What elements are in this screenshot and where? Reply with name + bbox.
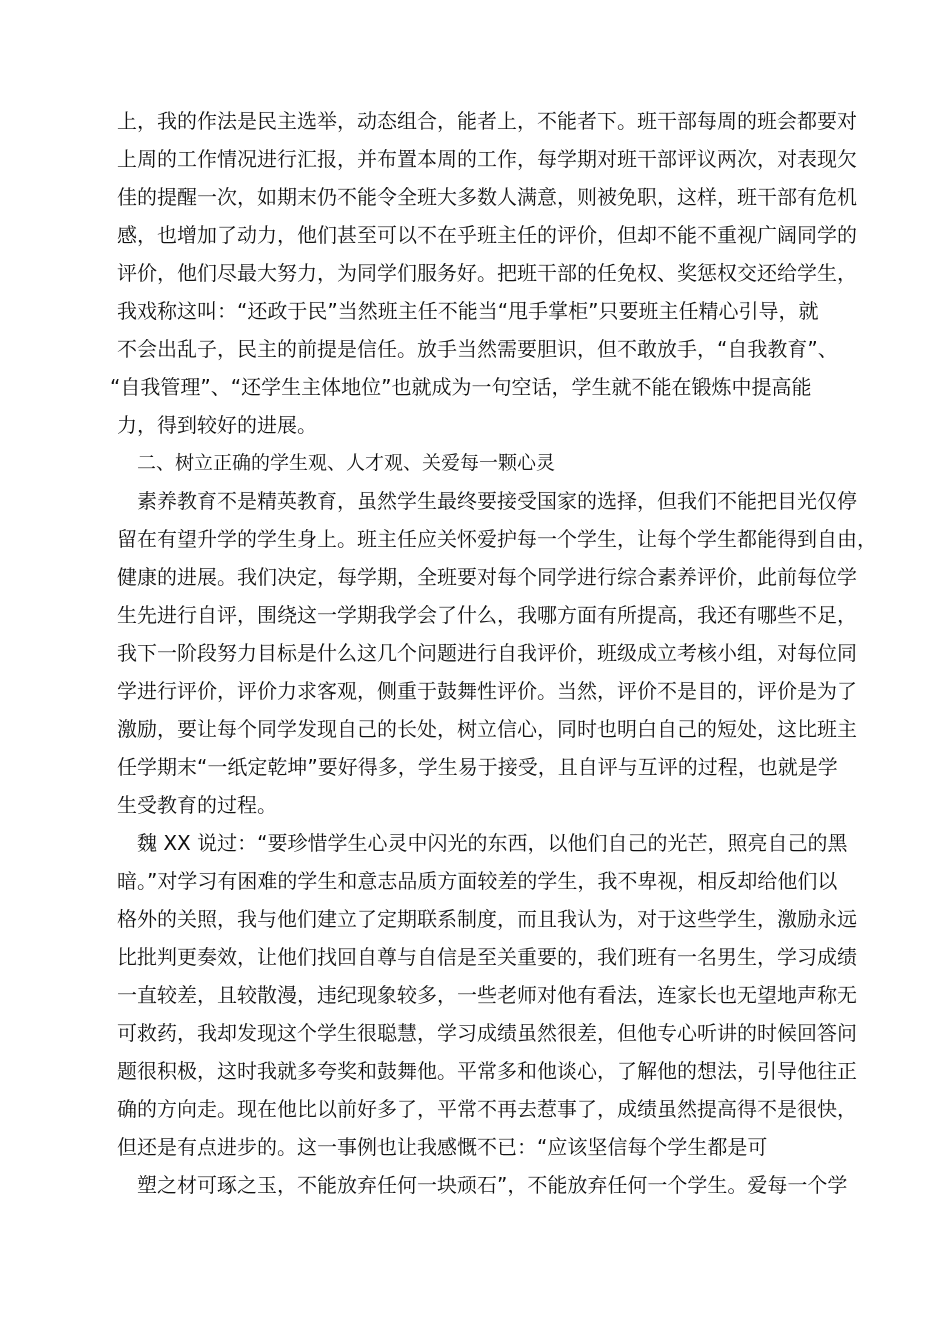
text-line: 评价，他们尽最大努力，为同学们服务好。把班干部的任免权、奖惩权交还给学生，	[117, 261, 857, 285]
section-heading: 二、树立正确的学生观、人才观、关爱每一颗心灵	[137, 452, 556, 474]
text-line: 塑之材可琢之玉，不能放弃任何一块顽石”，不能放弃任何一个学生。爱每一个学	[137, 1173, 848, 1197]
text-line: “自我管理”、“还学生主体地位”也就成为一句空话，学生就不能在锻炼中提高能	[110, 375, 812, 399]
text-line: 任学期末“一纸定乾坤”要好得多，学生易于接受，且自评与互评的过程，也就是学	[117, 755, 838, 779]
text-line: 佳的提醒一次，如期末仍不能令全班大多数人满意，则被免职，这样，班干部有危机	[117, 185, 857, 209]
text-line: 生先进行自评，围绕这一学期我学会了什么，我哪方面有所提高，我还有哪些不足，	[117, 603, 857, 627]
text-line: 但还是有点进步的。这一事例也让我感慨不已：“应该坚信每个学生都是可	[117, 1135, 768, 1159]
text-line: 一直较差，且较散漫，违纪现象较多，一些老师对他有看法，连家长也无望地声称无	[117, 983, 857, 1007]
text-line: 健康的进展。我们决定，每学期，全班要对每个同学进行综合素养评价，此前每位学	[117, 565, 857, 589]
text-line: 我下一阶段努力目标是什么这几个问题进行自我评价，班级成立考核小组，对每位同	[117, 641, 857, 665]
text-line: 留在有望升学的学生身上。班主任应关怀爱护每一个学生，让每个学生都能得到自由，	[117, 527, 877, 551]
text-line: 暗。”对学习有困难的学生和意志品质方面较差的学生，我不卑视，相反却给他们以	[117, 869, 838, 893]
text-line: 感，也增加了动力，他们甚至可以不在乎班主任的评价，但却不能不重视广阔同学的	[117, 223, 857, 247]
text-line: 比批判更奏效，让他们找回自尊与自信是至关重要的，我们班有一名男生，学习成绩	[117, 945, 857, 969]
text-line: 不会出乱子，民主的前提是信任。放手当然需要胆识，但不敢放手，“自我教育”、	[117, 337, 838, 361]
text-line: 确的方向走。现在他比以前好多了，平常不再去惹事了，成绩虽然提高得不是很快，	[117, 1097, 857, 1121]
text-line: 格外的关照，我与他们建立了定期联系制度，而且我认为，对于这些学生，激励永远	[117, 907, 857, 931]
text-line: 题很积极，这时我就多夸奖和鼓舞他。平常多和他谈心，了解他的想法，引导他往正	[117, 1059, 857, 1083]
text-line: 上周的工作情况进行汇报，并布置本周的工作，每学期对班干部评议两次，对表现欠	[117, 147, 857, 171]
text-line: 激励，要让每个同学发现自己的长处，树立信心，同时也明白自己的短处，这比班主	[117, 717, 857, 741]
text-line: 学进行评价，评价力求客观，侧重于鼓舞性评价。当然，评价不是目的，评价是为了	[117, 679, 857, 703]
text-line: 可救药，我却发现这个学生很聪慧，学习成绩虽然很差，但他专心听讲的时候回答问	[117, 1021, 857, 1045]
text-line: 魏 XX 说过：“要珍惜学生心灵中闪光的东西，以他们自己的光芒，照亮自己的黑	[137, 831, 848, 855]
text-line: 上，我的作法是民主选举，动态组合，能者上，不能者下。班干部每周的班会都要对	[117, 109, 857, 133]
text-line: 素养教育不是精英教育，虽然学生最终要接受国家的选择，但我们不能把目光仅停	[137, 489, 857, 513]
text-line: 力，得到较好的进展。	[117, 413, 317, 437]
text-line: 生受教育的过程。	[117, 793, 277, 817]
text-line: 我戏称这叫：“还政于民”当然班主任不能当“甩手掌柜”只要班主任精心引导，就	[117, 299, 819, 323]
